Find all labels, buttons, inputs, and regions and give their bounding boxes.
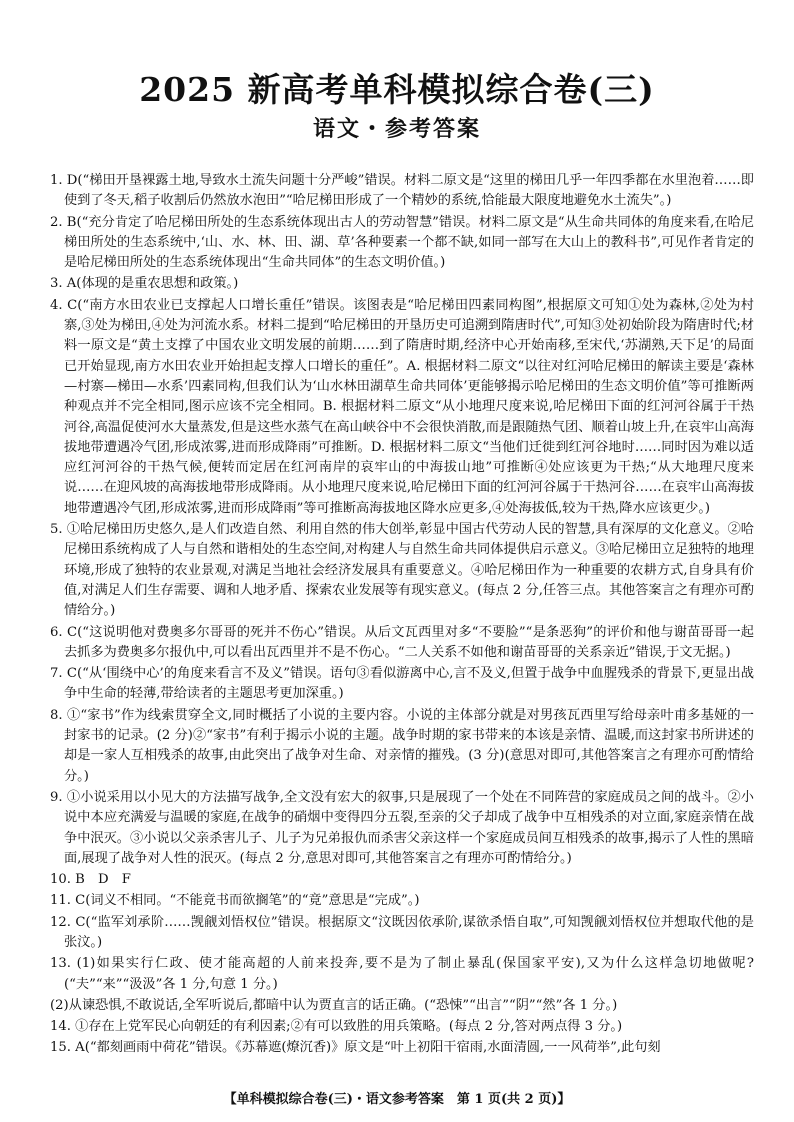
answer-item-15: 15. A(“都刻画雨中荷花”错误。《苏幕遮(燎沉香)》原文是“叶上初阳干宿雨,水面清圆,一一风荷举”,此句刻 [50,1040,661,1056]
answer-item-10: 10. B D F [50,872,131,888]
answer-list [50,171,754,1060]
answer-item-4: 4. C(“南方水田农业已支撑起人口增长重任”错误。该图表是“哈尼梯田四素同构图”,根据原文可知①处为森林,②处为村寨,③处为梯田,④处为河流水系。材料二提到“哈尼梯田的开垦历史可追溯到隋唐时代”,可知③处初始阶段为隋唐时代;材料一原文是“黄土支撑了中国农业文明发展的前期……到了隋唐时期,经济中心开始南移,至宋代,‘苏湖熟,天下足’的局面已开始显现,南方水田农业开始担起支撑人口增长的重任”。A. 根据材料二原文“以往对红河哈尼梯田的解读主要是‘森林—村寨—梯田—水系’四素同构,但我们认为‘山水林田湖草生命共同体’更能够揭示哈尼梯田的生态文明价值”等可推断两种观点并不完全相同,图示应该不完全相同。B. 根据材料二原文“从小地理尺度来说,哈尼梯田下面的红河河谷属于干热河谷,高温促使河水大量蒸发,但是这些水蒸气在高山峡谷中不会很快消散,而是跟随热气团、顺着山坡上升,在哀牢山高海拔地带遭遇冷气团,形成浓雾,进而形成降雨”可推断。D. 根据材料二原文“当他们迁徙到红河谷地时……同时因为难以适应红河河谷的干热气候,便转而定居在红河南岸的哀牢山的中海拔山地”可推断④处应该更为干热;“从大地理尺度来说……在迎风坡的高海拔地带形成降雨。从小地理尺度来说,哈尼梯田下面的红河河谷属于干热河谷……在哀牢山高海拔地带遭遇冷气团,形成浓雾,进而形成降雨”等可推断高海拔地区降水应更多,④处海拔低,较为干热,降水应该更少。) [50,297,755,516]
answer-item-12: 12. C(“监军刘承阶……觊觎刘悟权位”错误。根据原文“汶既因依承阶,谋欲杀悟自取”,可知觊觎刘悟权位并想取代他的是张汶。) [50,914,754,950]
answer-item-1: 1. D(“梯田开垦裸露土地,导致水土流失问题十分严峻”错误。材料二原文是“这里的梯田几乎一年四季都在水里泡着……即使到了冬天,稻子收割后仍然放水泡田”“哈尼梯田形成了一个精妙的系统,恰能最大限度地避免水土流失”。) [50,173,754,209]
answer-item-3: 3. A(体现的是重农思想和政策。) [50,276,239,292]
page-subtitle: 语文・参考答案 [312,116,481,142]
answer-item-13-1: 13. (1)如果实行仁政、使才能高超的人前来投奔,要不是为了制止暴乱(保国家平安),又为什么这样急切地做呢?(“夫”“来”“汲汲”各 1 分,句意 1 分。) [50,956,754,992]
answer-item-14: 14. ①存在上党军民心向朝廷的有利因素;②有可以致胜的用兵策略。(每点 2 分,答对两点得 3 分。) [50,1019,623,1035]
answer-item-7: 7. C(“从‘围绕中心’的角度来看言不及义”错误。语句③看似游离中心,言不及义,但置于战争中血腥残杀的背景下,更显出战争中生命的轻薄,带给读者的主题思考更加深重。) [50,666,754,702]
answer-item-5: 5. ①哈尼梯田历史悠久,是人们改造自然、利用自然的伟大创举,彰显中国古代劳动人民的智慧,具有深厚的文化意义。②哈尼梯田系统构成了人与自然和谐相处的生态空间,对构建人与自然生命共同体提供启示意义。③哈尼梯田立足独特的地理环境,形成了独特的农业景观,对满足当地社会经济发展具有重要意义。④哈尼梯田作为一种重要的农耕方式,自身具有价值,对满足人们生存需要、调和人地矛盾、探索农业发展等有现实意义。(每点 2 分,任答三点。其他答案言之有理亦可酌情给分。) [50,522,754,619]
answer-item-6: 6. C(“这说明他对费奥多尔哥哥的死并不伤心”错误。从后文瓦西里对多“不要脸”“是条恶狗”的评价和他与谢苗哥哥一起去抓多为费奥多尔报仇中,可以看出瓦西里并不是不伤心。“二人关系不如他和谢苗哥哥的关系亲近”错误,于文无据。) [50,624,754,660]
answer-item-8: 8. ①“家书”作为线索贯穿全文,同时概括了小说的主要内容。小说的主体部分就是对男孩瓦西里写给母亲叶甫多基娅的一封家书的记录。(2 分)②“家书”有利于揭示小说的主题。战争时期的家书带来的本该是亲情、温暖,而这封家书所讲述的却是一家人互相残杀的故事,由此突出了战争对生命、对亲情的摧残。(3 分)(意思对即可,其他答案言之有理亦可酌情给分。) [50,707,754,784]
page-footer: 【单科模拟综合卷(三)・语文参考答案 第 1 页(共 2 页)】 [223,1092,571,1107]
answer-item-13-2: (2)从谏恐惧,不敢说话,全军听说后,都暗中认为贾直言的话正确。(“恐悚”“出言”“阴”“然”各 1 分。) [50,997,618,1013]
page-title: 2025 新高考单科模拟综合卷(三) [139,70,655,109]
answer-item-11: 11. C(词义不相同。“不能竟书而欲搁笔”的“竟”意思是“完成”。) [50,893,420,909]
answer-item-2: 2. B(“充分肯定了哈尼梯田所处的生态系统体现出古人的劳动智慧”错误。材料二原文是“从生命共同体的角度来看,在哈尼梯田所处的生态系统中,‘山、水、林、田、湖、草’各种要素一个都不缺,如同一部写在大山上的教科书”,可见作者肯定的是哈尼梯田所处的生态系统体现出“生命共同体”的生态文明价值。) [50,214,754,271]
answer-item-9: 9. ①小说采用以小见大的方法描写战争,全文没有宏大的叙事,只是展现了一个处在不同阵营的家庭成员之间的战斗。②小说中本应充满爱与温暖的家庭,在战争的硝烟中变得四分五裂,至亲的父子却成了战争中互相残杀的对立面,家庭亲情在战争中泯灭。③小说以父亲杀害儿子、儿子为兄弟报仇而杀害父亲这样一个家庭成员间互相残杀的故事,揭示了人性的黑暗面,展现了战争对人性的泯灭。(每点 2 分,意思对即可,其他答案言之有理亦可酌情给分。) [50,789,754,866]
